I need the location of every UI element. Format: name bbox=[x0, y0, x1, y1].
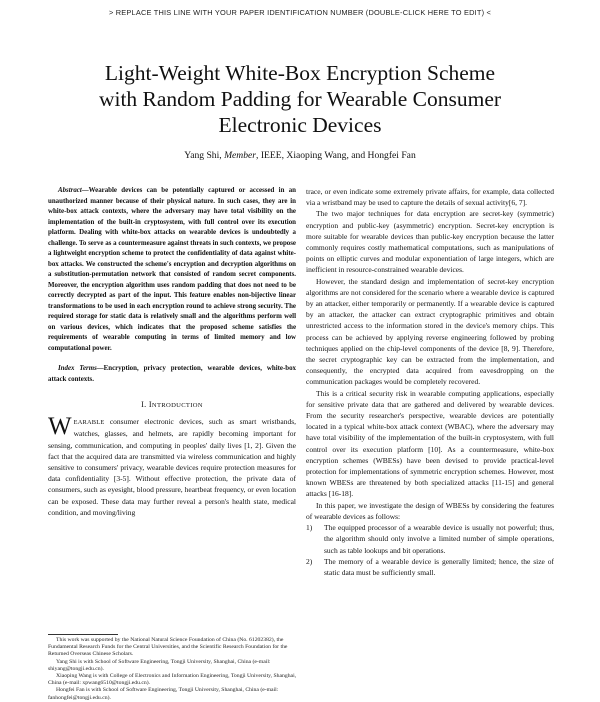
list-item-text: The equipped processor of a wearable device is usually not powerful; thus, the algorithm should only involve a limited number of simple operations, such as table lookups and bit operations. bbox=[324, 523, 554, 555]
body-paragraph: In this paper, we investigate the design of WBESs by considering the features of wearable devices as follows: bbox=[306, 500, 554, 521]
section-heading-introduction bbox=[48, 399, 296, 411]
author-rest: , IEEE, Xiaoping Wang, and Hongfei Fan bbox=[256, 150, 416, 161]
footnote-author-1: Yang Shi is with School of Software Engineering, Tongji University, Shanghai, China (e-mail: shiyang@tongji.edu.cn). bbox=[48, 658, 271, 672]
abstract-text: —Wearable devices can be potentially captured or accessed in an unauthorized manner because of their physical nature. In such cases, they are in white-box attack contexts, where the adversary may have total visibility on the implementation of the built-in cryptosystem, with full control over its execution platform. Dealing with white-box attacks on wearable devices is undoubtedly a challenge. To serve as a countermeasure against threats in such contexts, we propose a lightweight encryption scheme to protect the confidentiality of data against white-box attacks. We constructed the scheme's encryption and decryption algorithms on a substitution-permutation network that consisted of random secret components. Moreover, the encryption algorithm uses random padding that does not need to be correctly decrypted as part of the input. This feature enables non-bijective linear transformations to be used in each encryption round to achieve strong security. The required storage for static data is relatively small and the algorithms perform well on various devices, which indicates that the proposed scheme satisfies the requirements of wearable computing in terms of limited memory and low computational power. bbox=[48, 187, 296, 352]
list-item bbox=[306, 556, 554, 578]
author-first: Yang Shi, bbox=[184, 150, 222, 161]
title-line-3: Electronic Devices bbox=[218, 113, 382, 137]
intro-paragraph bbox=[48, 413, 296, 518]
intro-text: consumer electronic devices, such as smart wristbands, watches, glasses, and helmets, are rapidly becoming important for sensing, communication, and computing in peoples' daily lives [1, 2]. Given the fact that the acquired data are transmitted via wireless communication and highly sensitive to consumers' privacy, wearable devices require protection measures for data confidentiality [3-5]. Without effective protection, the private data of consumers, such as eyesight, blood pressure, heartbeat frequency, or even location can be exposed. These data may further reveal a person's health state, medical condition, and moving/living bbox=[48, 417, 296, 517]
footnote-author-2: Xiaoping Wang is with College of Electronics and Information Engineering, Tongji University, Shanghai, China (e-mail: xpwang6510@tongji.edu.cn). bbox=[48, 673, 297, 687]
body-paragraph: However, the standard design and implementation of secret-key encryption algorithms are not considered for the scenario where a wearable device is captured by an attacker, either temporarily or permanently. If a wearable device is captured by an attacker, the attacker can extract cryptographic primitives and obtain unrestricted access to the information stored in the device's memory chips. This process can be achieved by applying reverse engineering followed by probing techniques applied on the chip-level components of the device [8, 9]. Therefore, the secret cryptographic key can be extracted from the implementation, and consequently, the encrypted data acquired from eavesdropping on the communication packages would be completely recovered. bbox=[306, 276, 554, 387]
footnote-author-3: Hongfei Fan is with School of Software Engineering, Tongji University, Shanghai, China (e-mail: fanhongfei@tongji.edu.cn). bbox=[48, 687, 279, 701]
footnote-funding: This work was supported by the National Natural Science Foundation of China (No. 61202382), the Fundamental Research Funds for the Central Universities, and the Scientific Research Foundation for the Returned Overseas Chinese Scholars. bbox=[48, 637, 288, 658]
abstract bbox=[48, 186, 296, 354]
section-number: I. bbox=[141, 400, 147, 409]
intro-caps: EARABLE bbox=[73, 419, 105, 427]
drop-cap: W bbox=[48, 413, 72, 441]
paper-id-placeholder[interactable]: > REPLACE THIS LINE WITH YOUR PAPER IDENTIFICATION NUMBER (DOUBLE-CLICK HERE TO EDIT) < bbox=[108, 8, 492, 17]
footnotes bbox=[48, 637, 298, 702]
index-terms-text: —Encryption, privacy protection, wearable devices, white-box attack contexts. bbox=[48, 365, 296, 383]
index-terms bbox=[48, 364, 296, 385]
list-item-number: 2) bbox=[306, 556, 313, 566]
left-column bbox=[48, 186, 296, 518]
author-line bbox=[0, 150, 600, 161]
title-line-2: with Random Padding for Wearable Consumer bbox=[98, 87, 502, 111]
body-paragraph: The two major techniques for data encryption are secret-key (symmetric) encryption and public-key (asymmetric) encryption. Secret-key encryption is more suitable for wearable devices than public-key encryption because the latter commonly requires costly mathematical computations, such as manipulations of points on elliptic curves and modular exponentiation of large integers, which are inefficient in resource-constrained wearable devices. bbox=[306, 209, 554, 275]
footnote-divider bbox=[48, 634, 118, 635]
right-column bbox=[306, 186, 554, 578]
list-item bbox=[306, 522, 554, 556]
author-member-grade: Member bbox=[224, 150, 257, 161]
body-paragraph: This is a critical security risk in wearable computing applications, especially for sensitive private data that are gathered and delivered by wearable devices. From the security researcher's perspective, wearable devices are potentially located in a typical white-box attack context (WBAC), where the adversary may have total visibility of the implementation of the built-in cryptosystem, with full control over its execution platform [10]. As a countermeasure, white-box encryption schemes (WBESs) have been devised to provide practical-level protection for implementations of symmetric encryption schemes. However, most known WBESs are threatened by both specialized attacks [11-15] and general attacks [16-18]. bbox=[306, 388, 554, 499]
paper-title bbox=[40, 60, 560, 138]
body-paragraph: trace, or even indicate some extremely private affairs, for example, data collected via a wristband may be used to capture the details of sexual activity[6, 7]. bbox=[306, 187, 554, 208]
section-title-rest: NTRODUCTION bbox=[151, 402, 203, 409]
index-terms-lead: Index Terms bbox=[58, 365, 97, 372]
section-title-first: I bbox=[148, 400, 152, 409]
list-item-number: 1) bbox=[306, 523, 313, 533]
abstract-lead: Abstract bbox=[58, 187, 82, 194]
title-line-1: Light-Weight White-Box Encryption Scheme bbox=[104, 61, 496, 85]
list-item-text: The memory of a wearable device is generally limited; hence, the size of static data must be sufficiently small. bbox=[324, 556, 554, 577]
feature-list bbox=[306, 522, 554, 578]
